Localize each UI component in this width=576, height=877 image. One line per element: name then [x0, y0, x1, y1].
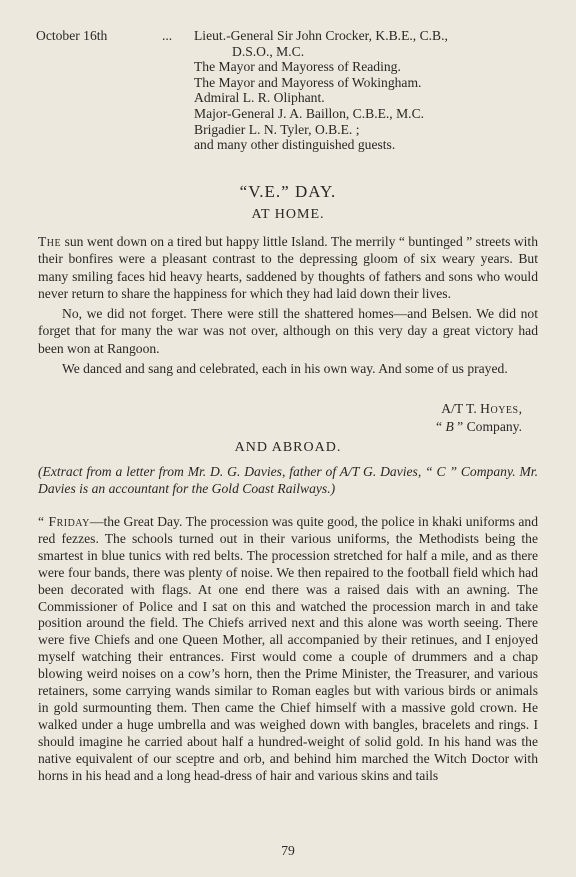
guest-line: and many other distinguished guests. — [194, 137, 396, 153]
event-date: October 16th — [36, 28, 108, 43]
signature-name: A/T T. Hoyes, — [441, 401, 522, 416]
leader-dots: ... — [162, 28, 173, 43]
guest-line: The Mayor and Mayoress of Reading. — [194, 59, 401, 75]
lead-word: “ Friday — [38, 514, 90, 529]
paragraph: No, we did not forget. There were still the shattered homes—and Belsen. We did not forget that for many the war was not over, although on this very day a great victory had been won at Rangoon. — [38, 306, 538, 356]
page-number: 79 — [281, 843, 295, 858]
extract-note: (Extract from a letter from Mr. D. G. Davies, father of A/T G. Davies, “ C ” Company. Mr. Davies is an accountant for the Gold Coast Railways.) — [38, 464, 538, 496]
section-subtitle: AT HOME. — [251, 207, 325, 222]
abroad-article — [38, 514, 538, 785]
paragraph: “ Friday—the Great Day. The procession was quite good, the police in khaki uniforms and red fezzes. The schools turned out in their various uniforms, the Methodists being the smartest in blue tunics with red belts. The procession stretched for half a mile, and as there were four bands, there was plenty of noise. We then repaired to the football field which had been decorated with flags. At one end there was a raised dais with an awning. The Commissioner of Police and I sat on this and watched the procession march in and take position around the field. The Chiefs arrived next and this alone was worth seeing. There were five Chiefs and one Queen Mother, all accompanied by their retinues, and I enjoyed myself watching their entrances. First would come a couple of drummers and a chap blowing weird noises on a cow’s horn, then the Prime Minister, the Treasurer, and various retainers, some carrying wands similar to Roman eagles but with various birds or animals in gold surmounting them. Then came the Chief himself with a massive gold crown. He walked under a huge umbrella and was weighed down with bangles, bracelets and rings. I should imagine he carried about half a hundred-weight of solid gold. In his hand was the native equivalent of our sceptre and orb, and behind him marched the Witch Doctor with horns in his head and a long head-dress of hair and various skins and tails — [38, 514, 538, 783]
guest-list — [162, 28, 552, 153]
signature-company: “ B ” Company. — [436, 419, 522, 434]
home-article — [38, 233, 538, 377]
guest-line: D.S.O., M.C. — [232, 43, 305, 59]
lead-word: The — [38, 234, 62, 249]
section-heading-abroad: AND ABROAD. — [234, 440, 342, 455]
paragraph: We danced and sang and celebrated, each in his own way. And some of us prayed. — [62, 361, 508, 377]
guest-line: ... Lieut.-General Sir John Crocker, K.B.E., C.B., — [162, 28, 448, 43]
guest-line: Brigadier L. N. Tyler, O.B.E. ; — [194, 121, 360, 137]
guest-line: The Mayor and Mayoress of Wokingham. — [194, 74, 422, 90]
paragraph: The sun went down on a tired but happy little Island. The merrily “ buntinged ” streets with their bonfires were a pleasant contrast to the depressing gloom of six weary years. But many smiling faces hid heavy hearts, saddened by thoughts of fathers and sons who would never return to share the happiness for which they had laid down their lives. — [38, 234, 538, 301]
section-title: “V.E.” DAY. — [239, 182, 337, 201]
guest-line: Major-General J. A. Baillon, C.B.E., M.C. — [194, 105, 425, 121]
guest-line: Admiral L. R. Oliphant. — [194, 90, 325, 106]
